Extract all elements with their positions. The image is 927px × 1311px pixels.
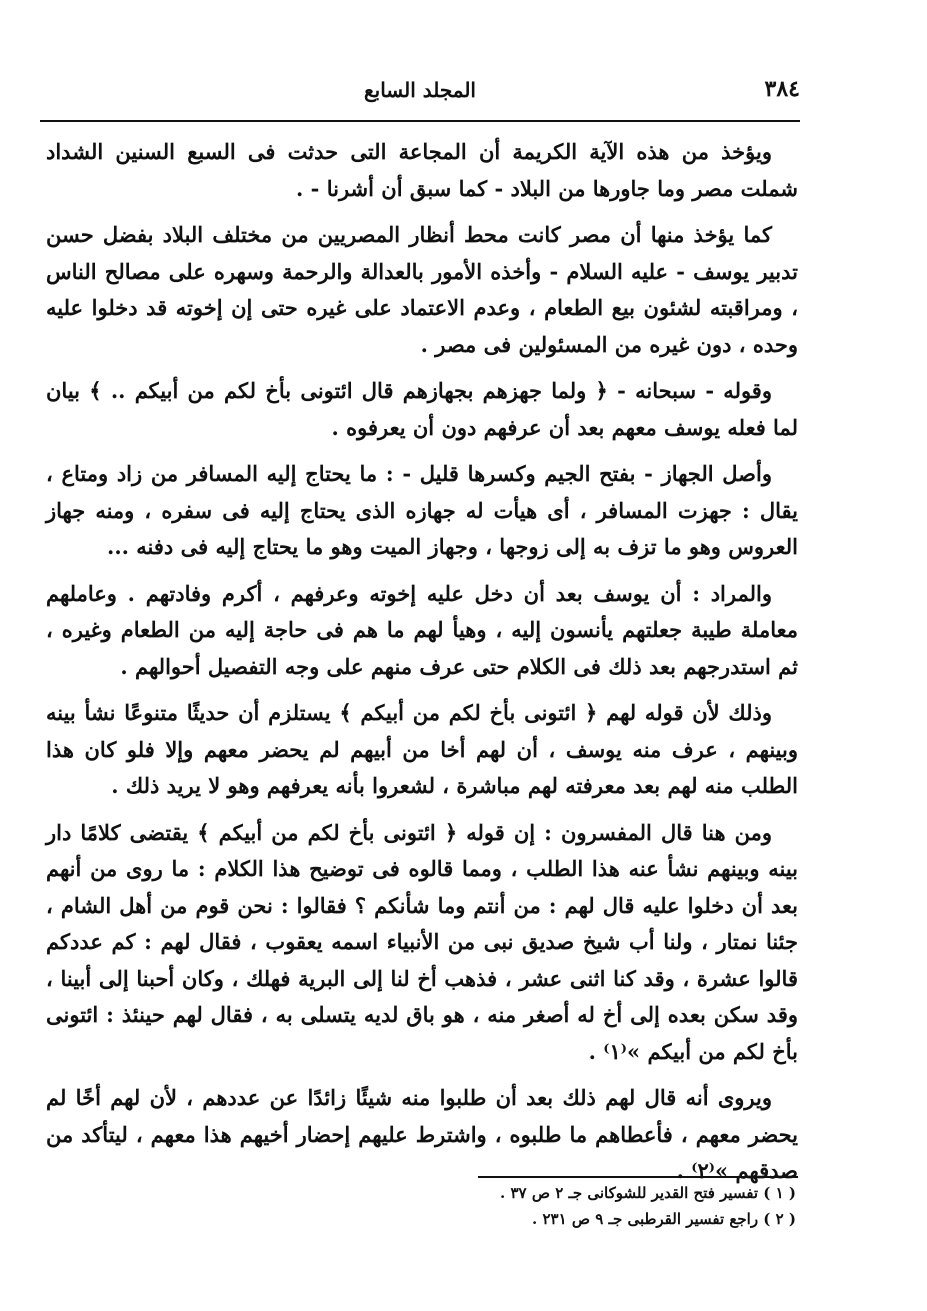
paragraph: كما يؤخذ منها أن مصر كانت محط أنظار المصريين من مختلف البلاد بفضل حسن تدبير يوسف - عليه السلام - وأخذه الأمور بالعدالة والرحمة وسهره على مصالح الناس ، ومراقبته لشئون بيع الطعام ، وعدم الاعتماد على غيره حتى إن إخوته قد دخلوا عليه وحده ، دون غيره من المسئولين فى مصر . bbox=[46, 222, 798, 357]
paragraph: وذلك لأن قوله لهم ﴿ ائتونى بأخ لكم من أبيكم ﴾ يستلزم أن حديثًا متنوعًا نشأ بينه وبينهم ، عرف منه يوسف ، أن لهم أخا من أبيهم لم يحضر معهم وإلا فلو كان هذا الطلب منه لهم بعد معرفته لهم مباشرة ، لشعروا بأنه يعرفهم وهو لا يريد ذلك . bbox=[46, 700, 798, 798]
page-header bbox=[40, 76, 800, 112]
footnote-rule bbox=[478, 1176, 798, 1178]
paragraph: ومن هنا قال المفسرون : إن قوله ﴿ ائتونى بأخ لكم من أبيكم ﴾ يقتضى كلامًا دار بينه وبينهم نشأ عنه هذا الطلب ، ومما قالوه فى توضيح هذا الكلام : ما روى من أنهم بعد أن دخلوا عليه قال لهم : من أنتم وما شأنكم ؟ فقالوا : نحن قوم من أهل الشام ، جئنا نمتار ، ولنا أب شيخ صديق نبى من الأنبياء اسمه يعقوب ، فقال لهم : كم عددكم قالوا عشرة ، وقد كنا اثنى عشر ، فذهب أخ لنا إلى البرية فهلك ، وكان أحبنا إلى أبينا ، وقد سكن بعده إلى أخ له أصغر منه ، هو باق لديه يتسلى به ، فقال لهم حينئذ : ائتونى بأخ لكم من أبيكم »⁽١⁾ . bbox=[46, 819, 798, 1064]
paragraph: وقوله - سبحانه - ﴿ ولما جهزهم بجهازهم قال ائتونى بأخ لكم من أبيكم .. ﴾ بيان لما فعله يوسف معهم بعد أن عرفهم دون أن يعرفوه . bbox=[46, 378, 798, 440]
footnotes bbox=[320, 1180, 796, 1232]
page-number: ٣٨٤ bbox=[764, 76, 800, 102]
running-title: المجلد السابع bbox=[363, 78, 476, 102]
header-rule bbox=[40, 120, 800, 122]
footnote: ( ١ ) تفسير فتح القدير للشوكانى جـ ٢ ص ٣٧ . bbox=[500, 1184, 796, 1202]
footnote: ( ٢ ) راجع تفسير القرطبى جـ ٩ ص ٢٣١ . bbox=[532, 1210, 796, 1228]
paragraph: ويروى أنه قال لهم ذلك بعد أن طلبوا منه شيئًا زائدًا عن عددهم ، لأن لهم أخًا لم يحضر معهم ، فأعطاهم ما طلبوه ، واشترط عليهم إحضار أخيهم هذا معهم ، ليتأكد من صدقهم »⁽٢⁾ . bbox=[46, 1085, 798, 1183]
paragraph: ويؤخذ من هذه الآية الكريمة أن المجاعة التى حدثت فى السبع السنين الشداد شملت مصر وما جاورها من البلاد - كما سبق أن أشرنا - . bbox=[46, 139, 798, 201]
paragraph: والمراد : أن يوسف بعد أن دخل عليه إخوته وعرفهم ، أكرم وفادتهم . وعاملهم معاملة طيبة جعلتهم يأنسون إليه ، وهيأ لهم ما هم فى حاجة إليه من الطعام وغيره ، ثم استدرجهم بعد ذلك فى الكلام حتى عرف منهم على وجه التفصيل أحوالهم . bbox=[46, 580, 798, 679]
body-text bbox=[46, 134, 798, 1190]
paragraph: وأصل الجهاز - بفتح الجيم وكسرها قليل - : ما يحتاج إليه المسافر من زاد ومتاع ، يقال : جهزت المسافر ، أى هيأت له جهازه الذى يحتاج إليه فى سفره ، ومنه جهاز العروس وهو ما تزف به إلى زوجها ، وجهاز الميت وهو ما يحتاج إليه فى دفنه ... bbox=[46, 461, 798, 559]
